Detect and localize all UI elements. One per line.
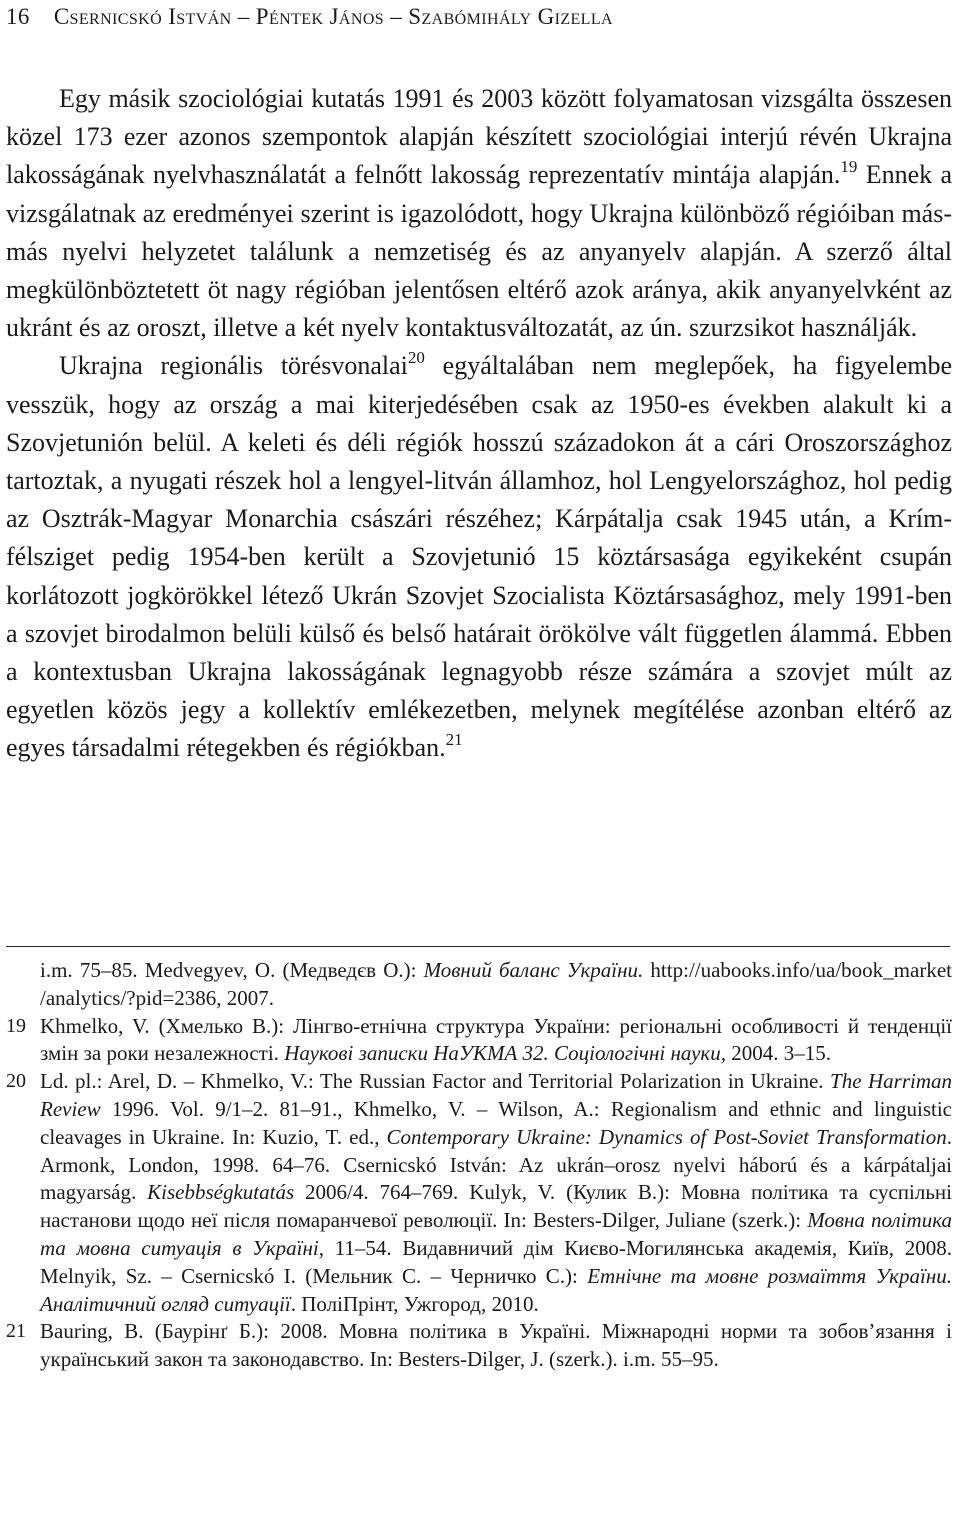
page-number: 16	[6, 4, 30, 29]
footnote-text: 2004. 3–15.	[725, 1041, 831, 1066]
footnote-number: 19	[6, 1014, 26, 1037]
footnote-italic: Contemporary Ukraine: Dynamics of Post-Soviet Transformation	[386, 1124, 947, 1149]
footnote-text: 1996. Vol. 9/1–2. 81–91., Khmelko, V. – Wilson, A.: Regionalism and ethnic and linguistic cleavages in Ukraine. In: Kuzio, T. ed.,	[40, 1096, 952, 1149]
main-text	[6, 80, 952, 768]
footnote-19	[6, 1013, 952, 1069]
footnote-text: Ld. pl.: Arel, D. – Khmelko, V.: The Russian Factor and Territorial Polarization in Ukraine.	[40, 1069, 831, 1094]
header-authors: Csernicskó István – Péntek János – Szabómihály Gizella	[53, 4, 613, 29]
footnote-21	[6, 1318, 952, 1374]
footnote-text: Bauring, B. (Баурінґ Б.): 2008. Мовна політика в Україні. Міжнародні норми та зобов’язання і український закон та законодавство. In: Besters-Dilger, J. (szerk.). i.m. 55–95.	[40, 1319, 952, 1372]
footnote-ref-20: 20	[407, 348, 425, 368]
paragraph-1-text-a: Egy másik szociológiai kutatás 1991 és 2003 között folyamatosan vizsgálta összesen közel 173 ezer azonos szempontok alapján készített szociológiai interjú révén Ukrajna lakosságának nyelvhasználatát a felnőtt lakosság reprezentatív mintája alapján.	[6, 84, 952, 190]
footnote-text: http://uabooks.info/ua/book_market /analytics/?pid=2386, 2007.	[40, 958, 952, 1010]
paragraph-1	[6, 80, 952, 347]
footnote-text: 11–54. Видавничий дім Києво-Могилянська академія, Київ, 2008. Melnyik, Sz. – Csernicskó I. (Мельник С. – Черничко С.):	[40, 1235, 952, 1288]
footnote-italic: Kisebbségkutatás	[147, 1180, 295, 1205]
paragraph-2-text-a: Ukrajna regionális törésvonalai	[59, 351, 408, 381]
footnote-20	[6, 1068, 952, 1318]
footnote-number: 21	[6, 1320, 26, 1343]
footnote-italic: Мовна політика та мовна ситуація в Україні,	[40, 1208, 952, 1260]
footnote-text: . ПоліПрінт, Ужгород, 2010.	[290, 1291, 539, 1316]
footnote-number: 20	[6, 1070, 26, 1093]
footnote-text: 2006/4. 764–769. Kulyk, V. (Кулик В.): Мовна політика та суспільні настанови щодо неї після помаранчевої революції. In: Besters-Dilger, Juliane (szerk.):	[40, 1180, 952, 1233]
paragraph-1-text-b: Ennek a vizsgálatnak az eredményei szerint is igazolódott, hogy Ukrajna különböző régióiban más-más nyelvi helyzetet találunk a nemzetiség és az anyanyelv alapján. A szerző által megkülönböztetett öt nagy régióban jelentősen eltérő azok aránya, akik anyanyelvként az ukránt és az oroszt, illetve a két nyelv kontaktusváltozatát, az ún. szurzsikot használják.	[6, 160, 952, 343]
footnote-text: Khmelko, V. (Хмелько В.): Лінгво-етнічна структура України: регіональні особливості й тенденції змін за роки незалежності.	[40, 1013, 952, 1066]
footnote-ref-21: 21	[445, 730, 463, 750]
footnote-text: i.m. 75–85. Medvegyev, O. (Медведєв О.):	[40, 958, 424, 982]
footnote-divider	[6, 946, 950, 947]
footnote-italic: Етнічне та мовне розмаїття України. Аналітичний огляд ситуації	[40, 1263, 953, 1316]
footnote-italic: Мовний баланс України.	[423, 958, 644, 982]
paragraph-2	[6, 347, 952, 767]
running-header	[6, 0, 956, 34]
footnote-continued	[6, 957, 952, 1013]
footnotes	[6, 957, 952, 1374]
footnote-italic: The Harriman Review	[40, 1069, 953, 1121]
footnote-italic: Наукові записки НаУКМА 32. Соціологічні науки,	[284, 1041, 726, 1066]
paragraph-2-text-b: egyáltalában nem meglepőek, ha figyelembe vesszük, hogy az ország a mai kiterjedésében csak az 1950-es években alakult ki a Szovjetunión belül. A keleti és déli régiók hosszú századokon át a cári Oroszországhoz tartoztak, a nyugati részek hol a lengyel-litván államhoz, hol Lengyelországhoz, hol pedig az Osztrák-Magyar Monarchia császári részéhez; Kárpátalja csak 1945 után, a Krím-félsziget pedig 1954-ben került a Szovjetunió 15 köztársasága egyikeként csupán korlátozott jogkörökkel létező Ukrán Szovjet Szocialista Köztársasághoz, mely 1991-ben a szovjet birodalmon belüli külső és belső határait örökölve vált független álammá. Ebben a kontextusban Ukrajna lakosságának legnagyobb része számára a szovjet múlt az egyetlen közös jegy a kollektív emlékezetben, melynek megítélése azonban eltérő az egyes társadalmi rétegekben és régiókban.	[6, 351, 952, 763]
footnote-text: . Armonk, London, 1998. 64–76. Csernicskó István: Az ukrán–orosz nyelvi háború és a kárpátaljai magyarság.	[40, 1124, 952, 1205]
footnote-ref-19: 19	[840, 157, 858, 177]
